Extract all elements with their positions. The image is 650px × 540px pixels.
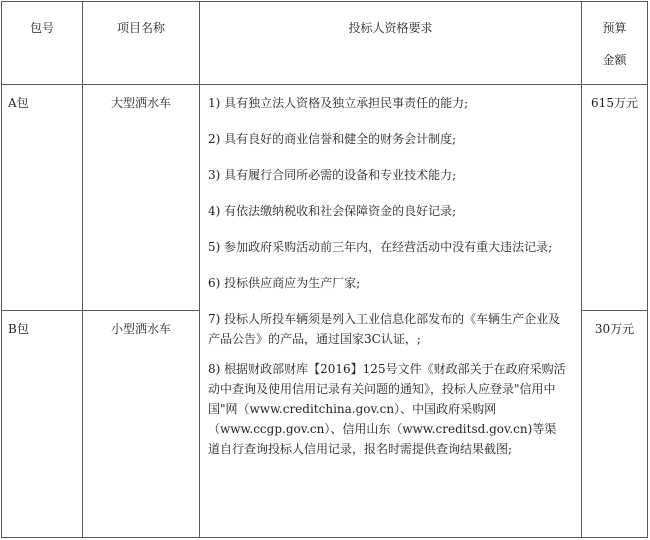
header-project-name-label: 项目名称: [116, 21, 165, 35]
requirement-item: 7) 投标人所投车辆须是列入工业信息化部发布的《车辆生产企业及产品公告》的产品，通过国家3C认证，;: [208, 312, 561, 346]
header-budget-line1: 预算: [602, 21, 627, 35]
header-budget-line2: 金额: [602, 53, 627, 67]
header-row: [2, 2, 648, 85]
project-name-label: 大型洒水车: [110, 96, 171, 110]
requirement-item: 3) 具有履行合同所必需的设备和专业技术能力;: [208, 168, 457, 182]
package-cell: [2, 311, 83, 538]
header-requirements: [200, 2, 582, 85]
package-label: A包: [8, 96, 29, 110]
header-requirements-label: 投标人资格要求: [348, 21, 433, 35]
requirements-cell: [200, 85, 582, 538]
package-cell: [2, 85, 83, 311]
table-row: [2, 85, 648, 311]
requirement-item: 8) 根据财政部财库【2016】125号文件《财政部关于在政府采购活动中查询及使用信用记录有关问题的通知》，投标人应登录"信用中国"网（www.creditchina.gov.cn）、中国政府采购网（www.ccgp.gov.cn）、信用山东（www.creditsd.gov.cn)等渠道自行查询投标人信用记录，报名时需提供查询结果截图;: [208, 362, 566, 456]
requirements-list: [200, 85, 581, 459]
requirement-item: 1) 具有独立法人资格及独立承担民事责任的能力;: [208, 96, 469, 110]
budget-cell: [582, 85, 648, 311]
budget-label: 615万元: [591, 96, 638, 110]
budget-cell: [582, 311, 648, 538]
project-name-cell: [83, 85, 200, 311]
header-project-name: [83, 2, 200, 85]
budget-label: 30万元: [594, 322, 635, 336]
qualification-table: [1, 1, 648, 538]
requirement-item: 6) 投标供应商应为生产厂家;: [208, 276, 361, 290]
header-package-label: 包号: [29, 21, 54, 35]
requirement-item: 4) 有依法缴纳税收和社会保障资金的良好记录;: [208, 204, 457, 218]
requirement-item: 5) 参加政府采购活动前三年内，在经营活动中没有重大违法记录;: [208, 240, 553, 254]
header-budget: [582, 2, 648, 85]
requirement-item: 2) 具有良好的商业信誉和健全的财务会计制度;: [208, 132, 457, 146]
package-label: B包: [8, 322, 29, 336]
project-name-cell: [83, 311, 200, 538]
header-package: [2, 2, 83, 85]
project-name-label: 小型洒水车: [110, 322, 171, 336]
